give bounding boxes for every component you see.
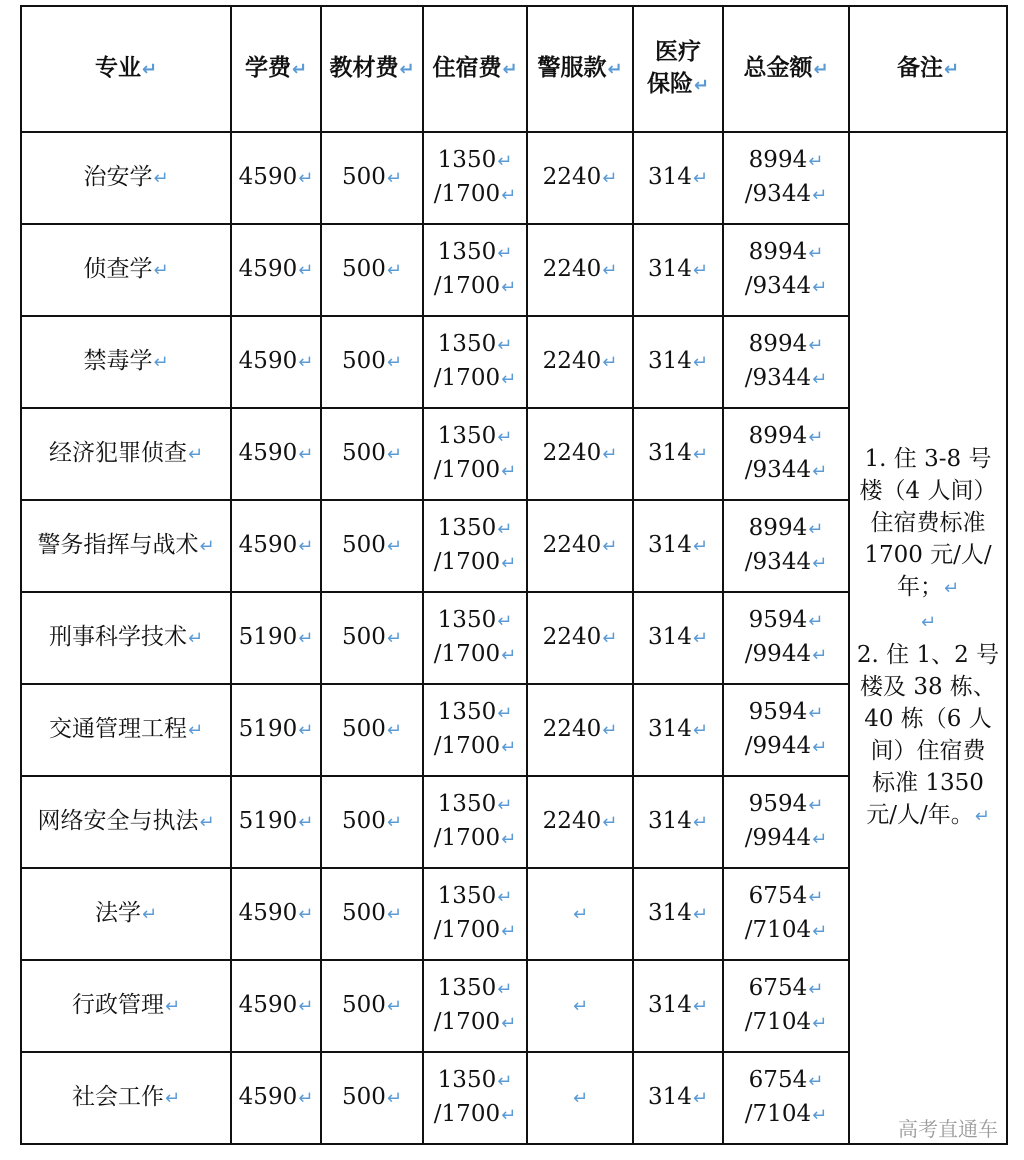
total-cell: 9594↵ /9944↵ [723,684,849,776]
total-cell: 9594↵ /9944↵ [723,592,849,684]
tuition-cell: 4590↵ [231,224,321,316]
books-cell: 500↵ [321,684,423,776]
header-total: 总金额↵ [723,6,849,132]
header-uniform: 警服款↵ [527,6,633,132]
tuition-cell: 4590↵ [231,1052,321,1144]
major-cell: 禁毒学↵ [21,316,231,408]
note-line: 楼（4 人间） [859,478,997,504]
uniform-cell: 2240↵ [527,316,633,408]
uniform-cell: ↵ [527,1052,633,1144]
tuition-cell: 4590↵ [231,960,321,1052]
total-cell: 8994↵ /9344↵ [723,408,849,500]
books-cell: 500↵ [321,776,423,868]
books-cell: 500↵ [321,960,423,1052]
total-cell: 8994↵ /9344↵ [723,132,849,224]
note-line: 元/人/年。↵ [866,802,990,828]
tuition-cell: 5190↵ [231,592,321,684]
total-cell: 6754↵ /7104↵ [723,1052,849,1144]
watermark: 高考直通车 [898,1117,998,1141]
header-major: 专业↵ [21,6,231,132]
uniform-cell: 2240↵ [527,592,633,684]
insurance-cell: 314↵ [633,316,723,408]
insurance-cell: 314↵ [633,960,723,1052]
uniform-cell: 2240↵ [527,684,633,776]
insurance-cell: 314↵ [633,1052,723,1144]
major-cell: 侦查学↵ [21,224,231,316]
uniform-cell: 2240↵ [527,224,633,316]
major-cell: 网络安全与执法↵ [21,776,231,868]
table-row [21,132,1007,224]
insurance-cell: 314↵ [633,132,723,224]
note-line: 年；↵ [896,574,960,600]
insurance-cell: 314↵ [633,776,723,868]
major-cell: 行政管理↵ [21,960,231,1052]
books-cell: 500↵ [321,408,423,500]
note-line: 1. 住 3-8 号 [864,446,992,472]
books-cell: 500↵ [321,1052,423,1144]
header-notes: 备注↵ [849,6,1007,132]
lodging-cell: 1350↵ /1700↵ [423,132,527,224]
lodging-cell: 1350↵ /1700↵ [423,224,527,316]
header-insurance: 医疗 保险↵ [633,6,723,132]
tuition-cell: 4590↵ [231,132,321,224]
uniform-cell: 2240↵ [527,408,633,500]
lodging-cell: 1350↵ /1700↵ [423,684,527,776]
lodging-cell: 1350↵ /1700↵ [423,592,527,684]
major-cell: 社会工作↵ [21,1052,231,1144]
insurance-cell: 314↵ [633,500,723,592]
major-cell: 刑事科学技术↵ [21,592,231,684]
tuition-cell: 5190↵ [231,684,321,776]
lodging-cell: 1350↵ /1700↵ [423,1052,527,1144]
books-cell: 500↵ [321,316,423,408]
books-cell: 500↵ [321,224,423,316]
fee-table [20,5,1008,1145]
header-books: 教材费↵ [321,6,423,132]
lodging-cell: 1350↵ /1700↵ [423,868,527,960]
major-cell: 法学↵ [21,868,231,960]
major-cell: 警务指挥与战术↵ [21,500,231,592]
total-cell: 9594↵ /9944↵ [723,776,849,868]
tuition-cell: 4590↵ [231,868,321,960]
lodging-cell: 1350↵ /1700↵ [423,408,527,500]
insurance-cell: 314↵ [633,592,723,684]
books-cell: 500↵ [321,132,423,224]
note-line: ↵ [920,612,937,633]
uniform-cell: 2240↵ [527,776,633,868]
books-cell: 500↵ [321,868,423,960]
uniform-cell: ↵ [527,960,633,1052]
major-cell: 交通管理工程↵ [21,684,231,776]
insurance-cell: 314↵ [633,224,723,316]
lodging-cell: 1350↵ /1700↵ [423,316,527,408]
note-line: 楼及 38 栋、 [860,674,996,700]
uniform-cell: ↵ [527,868,633,960]
major-cell: 治安学↵ [21,132,231,224]
uniform-cell: 2240↵ [527,132,633,224]
note-line: 住宿费标准 [870,510,986,536]
books-cell: 500↵ [321,592,423,684]
total-cell: 8994↵ /9344↵ [723,224,849,316]
lodging-cell: 1350↵ /1700↵ [423,960,527,1052]
insurance-cell: 314↵ [633,684,723,776]
lodging-cell: 1350↵ /1700↵ [423,776,527,868]
tuition-cell: 4590↵ [231,316,321,408]
total-cell: 8994↵ /9344↵ [723,316,849,408]
total-cell: 6754↵ /7104↵ [723,960,849,1052]
tuition-cell: 4590↵ [231,408,321,500]
tuition-cell: 5190↵ [231,776,321,868]
books-cell: 500↵ [321,500,423,592]
uniform-cell: 2240↵ [527,500,633,592]
tuition-cell: 4590↵ [231,500,321,592]
insurance-cell: 314↵ [633,868,723,960]
total-cell: 6754↵ /7104↵ [723,868,849,960]
major-cell: 经济犯罪侦查↵ [21,408,231,500]
insurance-cell: 314↵ [633,408,723,500]
header-tuition: 学费↵ [231,6,321,132]
note-line: 40 栋（6 人 [864,706,992,732]
note-line: 标准 1350 [872,770,984,796]
note-line: 间）住宿费 [870,738,986,764]
lodging-cell: 1350↵ /1700↵ [423,500,527,592]
note-line: 2. 住 1、2 号 [856,642,1000,668]
header-lodging: 住宿费↵ [423,6,527,132]
header-row [21,6,1007,132]
note-line: 1700 元/人/ [864,542,992,568]
total-cell: 8994↵ /9344↵ [723,500,849,592]
notes-cell [849,132,1007,1144]
